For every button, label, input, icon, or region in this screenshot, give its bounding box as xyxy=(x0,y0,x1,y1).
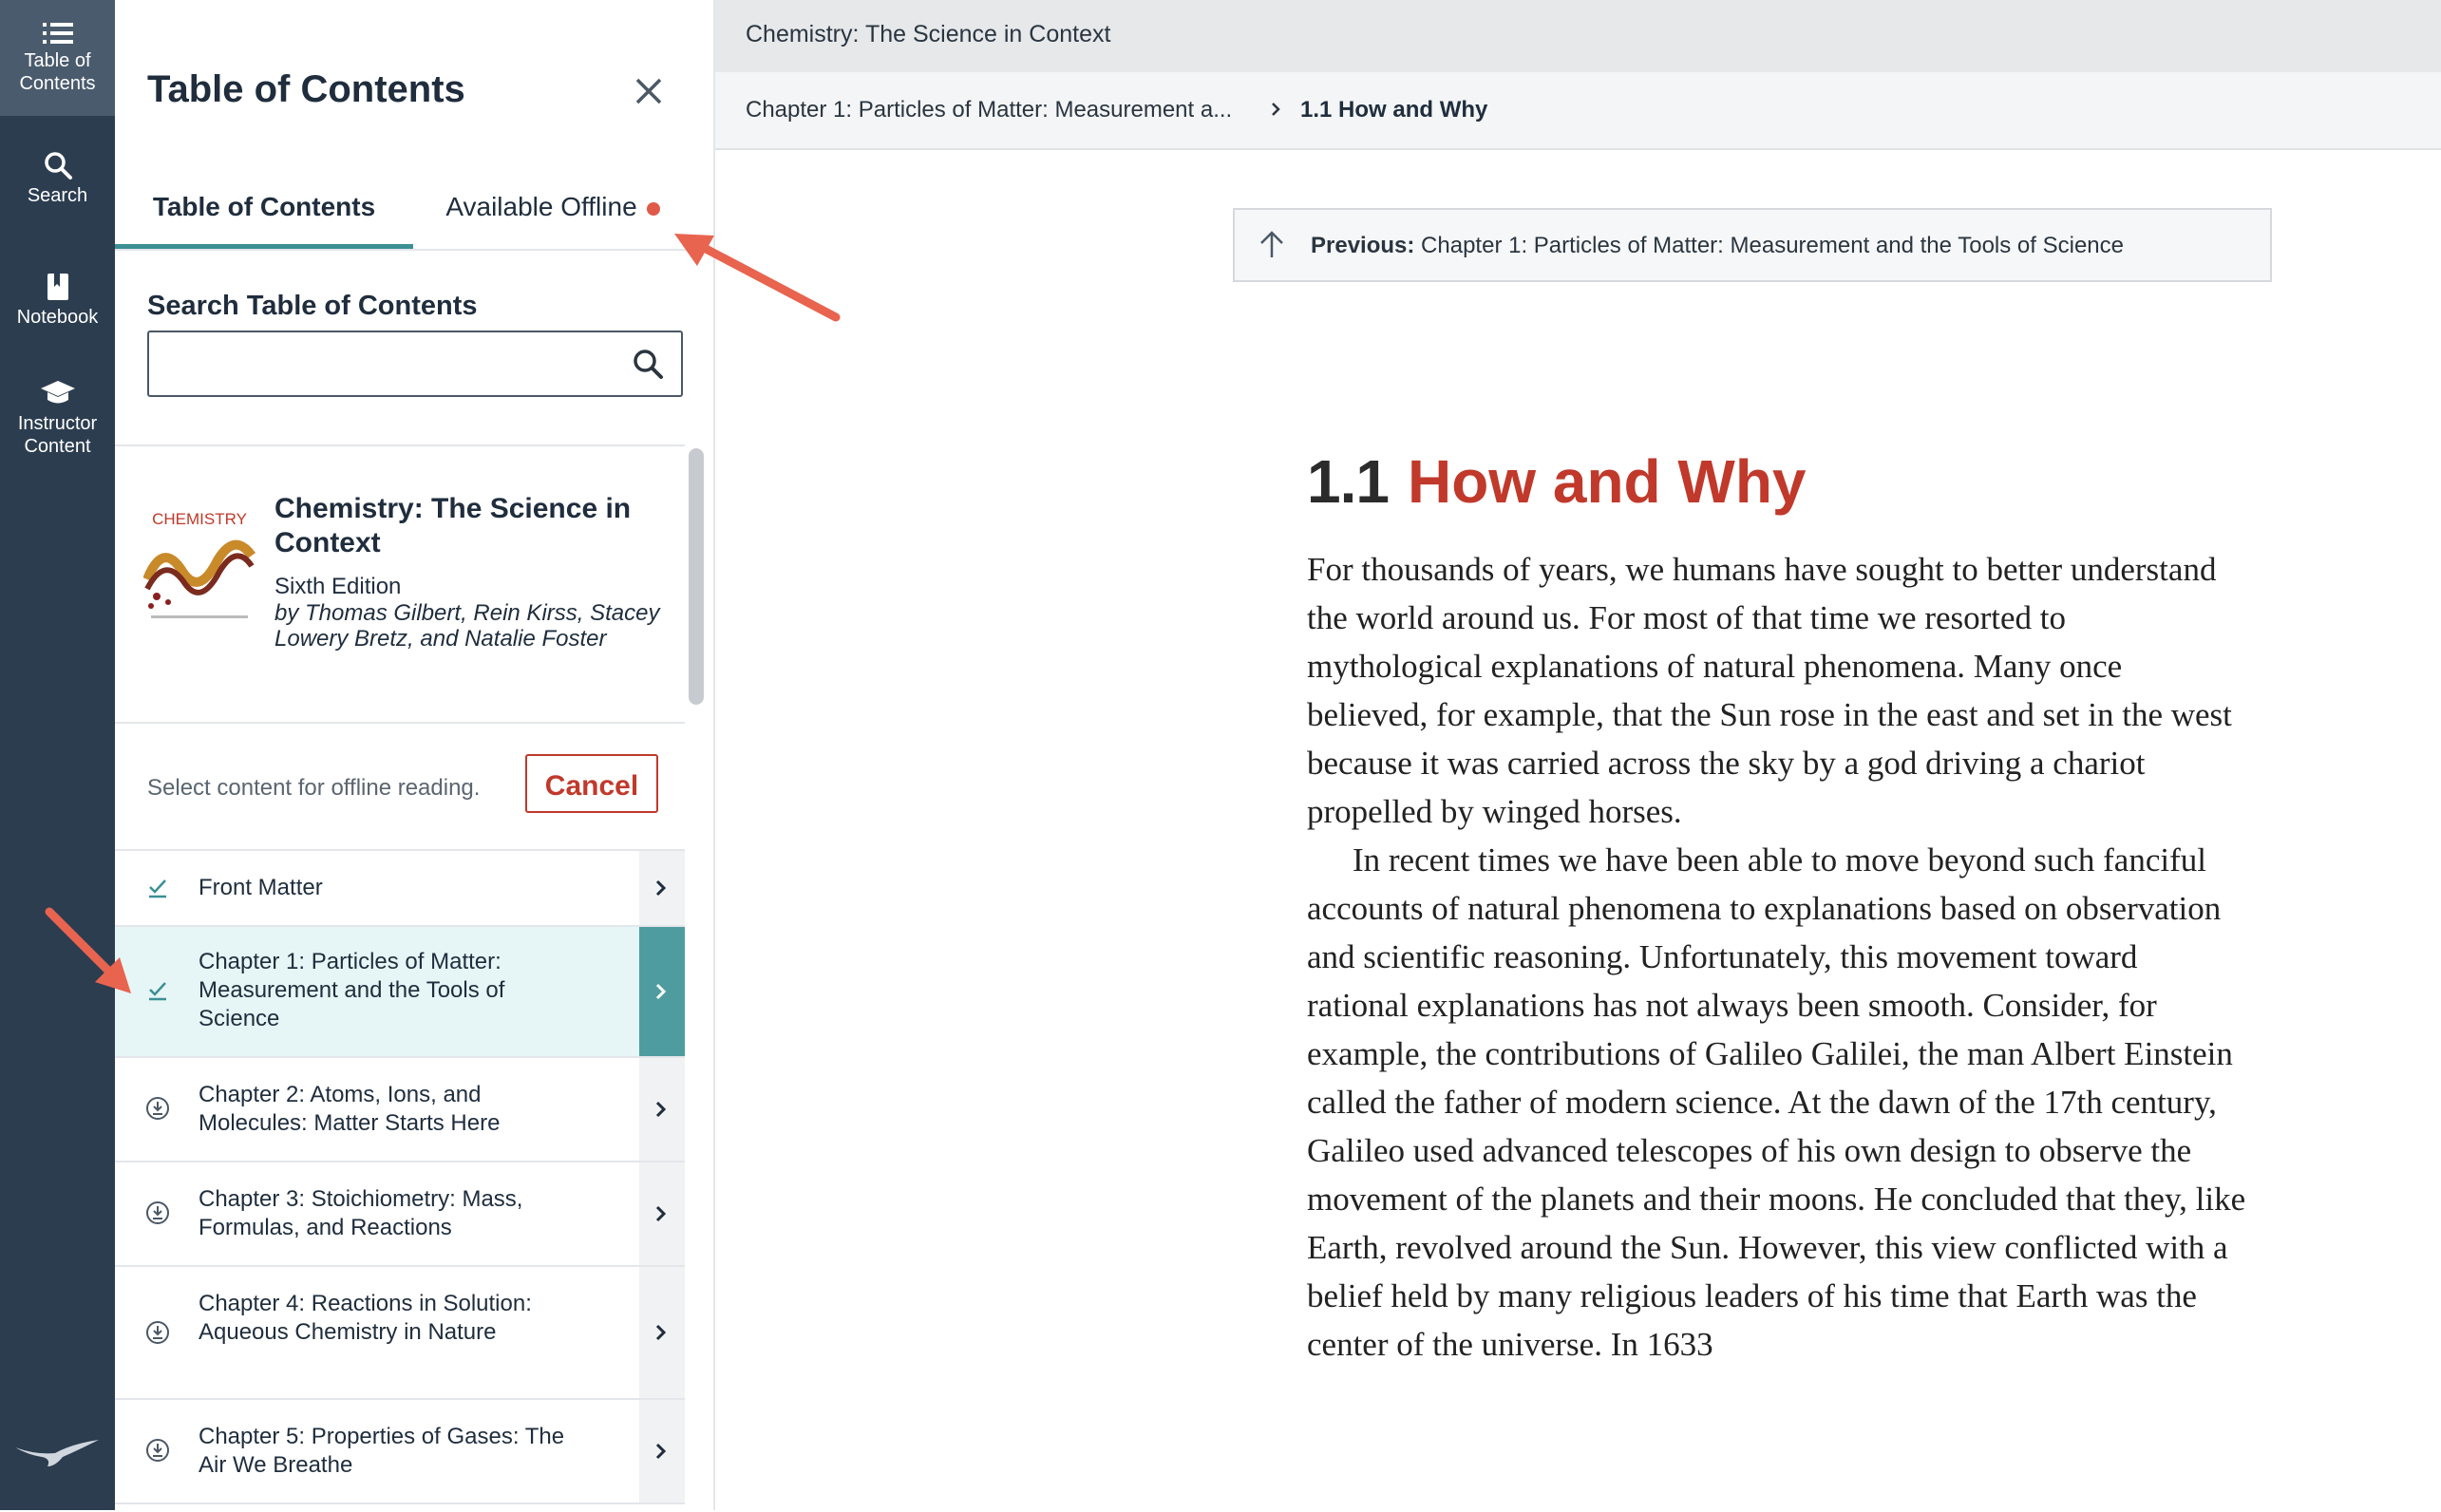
book-info xyxy=(115,446,685,724)
section-number: 1.1 xyxy=(1307,447,1389,516)
reader-pane xyxy=(715,0,2441,1510)
previous-title: Chapter 1: Particles of Matter: Measurement and the Tools of Science xyxy=(1421,233,2124,258)
tab-available-offline[interactable] xyxy=(415,192,691,247)
checkmark-icon[interactable] xyxy=(145,876,170,900)
cover-word: CHEMISTRY xyxy=(152,510,247,528)
book-title: Chemistry: The Science in Context xyxy=(274,493,632,558)
bookmark-icon xyxy=(46,272,70,302)
download-icon[interactable] xyxy=(145,1438,170,1463)
chevron-right-icon xyxy=(654,879,668,898)
tab-label: Available Offline xyxy=(445,192,637,221)
cancel-button[interactable]: Cancel xyxy=(525,754,658,813)
toc-search-box xyxy=(147,331,683,397)
tab-table-of-contents[interactable] xyxy=(115,192,413,249)
book-authors: by Thomas Gilbert, Rein Kirss, Stacey Lowery Bretz, and Natalie Foster xyxy=(274,600,660,652)
toc-item-chapter-5[interactable] xyxy=(115,1400,685,1504)
toc-item-chapter-3[interactable] xyxy=(115,1162,685,1267)
notification-dot xyxy=(647,202,660,216)
toc-item-chapter-2[interactable] xyxy=(115,1058,685,1162)
tab-divider xyxy=(115,249,713,251)
body-paragraph: In recent times we have been able to move beyond such fanciful accounts of natural phenomena to explanations based on observation and scientific reasoning. Unfortunately, this movement toward rational explanations has not always been smooth. Consider, for example, the contributions of Galileo Galilei, the man Albert Einstein called the father of modern science. At the dawn of the 17th century, Galileo used advanced telescopes of his own design to observe the movement of the planets and their moons. He concluded that they, like Earth, revolved around the Sun. However, this view conflicted with a belief held by many religious leaders of his time that Earth was the center of the universe. In 1633 xyxy=(1307,841,2246,1363)
expand-button[interactable] xyxy=(639,1267,685,1398)
graduation-cap-icon xyxy=(40,378,76,408)
reader-top-bar xyxy=(715,0,2441,72)
publisher-logo-icon xyxy=(13,1434,101,1472)
download-icon[interactable] xyxy=(145,1320,170,1345)
chevron-right-icon xyxy=(654,1442,668,1461)
body-paragraph: For thousands of years, we humans have sought to better understand the world around us. For most of that time we resorted to mythological explanations of natural phenomena. Many once believed, for example, that the Sun rose in the east and set in the west because it was carried across the sky by a god driving a chariot propelled by winged horses. xyxy=(1307,551,2232,830)
chevron-right-icon xyxy=(654,1100,668,1119)
toc-item-front-matter[interactable] xyxy=(115,851,685,927)
search-icon[interactable] xyxy=(632,348,664,380)
arrow-up-icon xyxy=(1258,229,1286,259)
toc-panel xyxy=(115,0,715,1510)
book-title-header: Chemistry: The Science in Context xyxy=(746,21,1111,47)
rail-item-search[interactable] xyxy=(0,150,115,207)
tab-label: Table of Contents xyxy=(152,192,376,221)
rail-item-instructor-content[interactable] xyxy=(0,378,115,458)
previous-label: Previous: xyxy=(1311,233,1415,258)
offline-prompt: Select content for offline reading. xyxy=(147,775,481,801)
search-label: Search Table of Contents xyxy=(147,291,478,321)
rail-label: Content xyxy=(24,436,91,457)
book-edition: Sixth Edition xyxy=(274,574,402,599)
toc-scrollbar[interactable] xyxy=(689,448,704,705)
rail-label: Notebook xyxy=(16,307,99,328)
breadcrumb-section: 1.1 How and Why xyxy=(1300,97,1488,123)
section-heading xyxy=(1307,446,1807,517)
toc-item-label: Chapter 1: Particles of Matter: Measurement and the Tools of Science xyxy=(199,949,505,1031)
chevron-right-icon xyxy=(654,1204,668,1223)
close-icon[interactable] xyxy=(628,70,670,112)
toc-item-label: Chapter 5: Properties of Gases: The Air We Breathe xyxy=(199,1424,565,1478)
download-icon[interactable] xyxy=(145,1200,170,1225)
rail-item-table-of-contents[interactable] xyxy=(0,0,115,116)
checkmark-icon[interactable] xyxy=(145,978,170,1003)
chevron-right-icon xyxy=(654,1323,668,1342)
book-cover-image xyxy=(143,503,255,627)
toc-item-chapter-4[interactable] xyxy=(115,1267,685,1400)
toc-item-label: Chapter 2: Atoms, Ions, and Molecules: Matter Starts Here xyxy=(199,1082,501,1136)
rail-label: Search xyxy=(27,185,88,206)
list-icon xyxy=(43,21,73,46)
expand-button[interactable] xyxy=(639,1162,685,1265)
expand-button[interactable] xyxy=(639,1058,685,1161)
toc-item-label: Chapter 4: Reactions in Solution: Aqueous Chemistry in Nature xyxy=(199,1291,532,1345)
section-body xyxy=(1307,545,2247,1369)
previous-link-text xyxy=(1311,233,2124,259)
expand-button[interactable] xyxy=(639,851,685,925)
offline-selection-bar xyxy=(115,724,685,851)
toc-item-label: Chapter 3: Stoichiometry: Mass, Formulas, and Reactions xyxy=(199,1186,523,1240)
section-title: How and Why xyxy=(1407,447,1807,516)
toc-list xyxy=(115,444,685,1512)
download-icon[interactable] xyxy=(145,1096,170,1121)
search-icon xyxy=(43,150,73,180)
breadcrumb-chapter[interactable]: Chapter 1: Particles of Matter: Measurement a... xyxy=(746,97,1233,123)
toc-panel-title: Table of Contents xyxy=(147,68,465,110)
toc-search-input[interactable] xyxy=(161,342,611,386)
rail-label: Contents xyxy=(19,73,96,94)
toc-item-chapter-1[interactable] xyxy=(115,927,685,1058)
toc-item-label: Front Matter xyxy=(199,875,323,900)
chevron-right-icon xyxy=(1270,101,1281,118)
expand-button[interactable] xyxy=(639,927,685,1056)
expand-button[interactable] xyxy=(639,1400,685,1503)
chevron-right-icon xyxy=(654,982,668,1001)
rail-item-notebook[interactable] xyxy=(0,272,115,329)
previous-section-link[interactable] xyxy=(1233,208,2272,282)
nav-rail xyxy=(0,0,115,1510)
rail-label: Table of xyxy=(24,50,91,71)
breadcrumb xyxy=(715,72,2441,150)
rail-label: Instructor xyxy=(17,413,98,434)
